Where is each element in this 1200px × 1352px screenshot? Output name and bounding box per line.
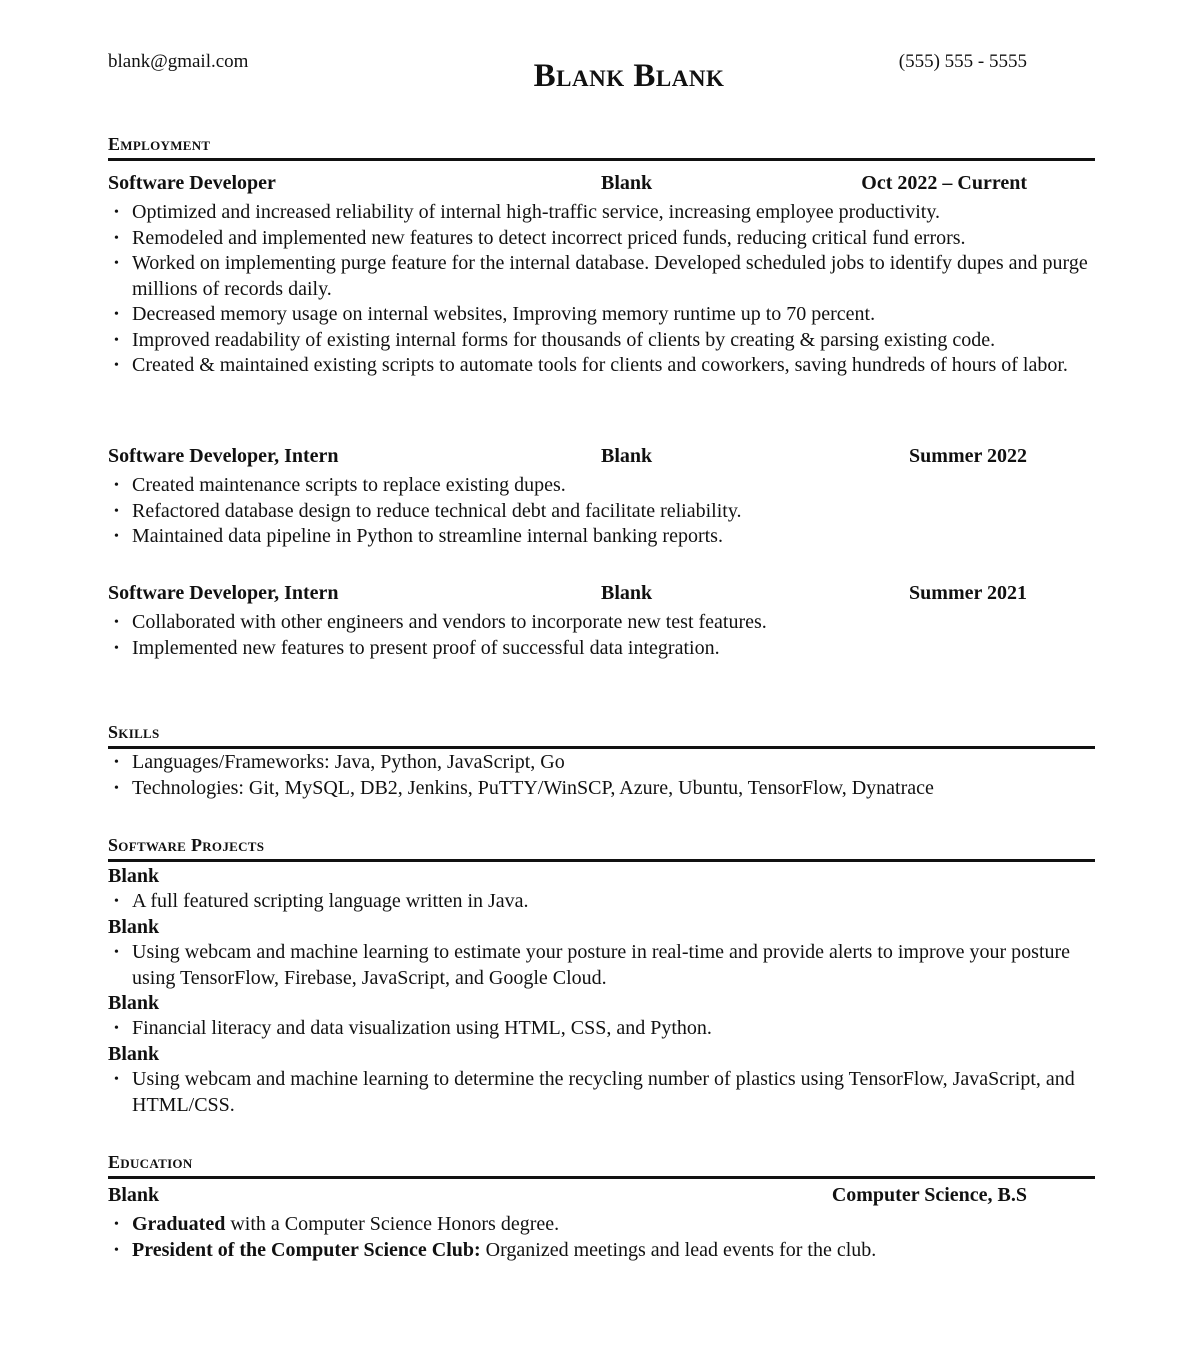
job-header bbox=[108, 170, 1027, 196]
project-item: • Financial literacy and data visualization using HTML, CSS, and Python. bbox=[112, 1016, 1090, 1042]
skills-heading: Skills bbox=[108, 722, 1095, 749]
job-date: Summer 2021 bbox=[909, 582, 1027, 604]
bullet-item: • Worked on implementing purge feature for the internal database. Developed scheduled jobs to identify dupes and purge millions of records daily. bbox=[112, 251, 1090, 302]
project-name: Blank bbox=[108, 992, 160, 1014]
projects-heading: Software Projects bbox=[108, 835, 1095, 862]
school-name: Blank bbox=[108, 1184, 160, 1206]
project-name: Blank bbox=[108, 1043, 160, 1065]
project-name: Blank bbox=[108, 865, 160, 887]
job-company: Blank bbox=[601, 172, 653, 194]
degree: Computer Science, B.S bbox=[831, 1184, 1027, 1206]
project-bullets bbox=[112, 889, 1090, 915]
bullet-item: • Maintained data pipeline in Python to streamline internal banking reports. bbox=[112, 524, 1090, 550]
project-bullets bbox=[112, 1016, 1090, 1042]
project-item: • Using webcam and machine learning to determine the recycling number of plastics using TensorFlow, JavaScript, and HTML/CSS. bbox=[112, 1067, 1090, 1118]
bullet-item: • Created maintenance scripts to replace existing dupes. bbox=[112, 473, 1090, 499]
job-company: Blank bbox=[601, 445, 653, 467]
bullet-item: • Remodeled and implemented new features to detect incorrect priced funds, reducing critical fund errors. bbox=[112, 226, 1090, 252]
bullet-item: • Created & maintained existing scripts to automate tools for clients and coworkers, saving hundreds of hours of labor. bbox=[112, 353, 1090, 379]
skills-list bbox=[112, 750, 1090, 801]
job-bullets bbox=[112, 610, 1090, 661]
education-header bbox=[108, 1182, 1027, 1208]
job-title: Software Developer bbox=[108, 172, 276, 194]
project-bullets bbox=[112, 1067, 1090, 1118]
job-title: Software Developer, Intern bbox=[108, 582, 339, 604]
employment-heading: Employment bbox=[108, 134, 1095, 161]
job-company: Blank bbox=[601, 582, 653, 604]
project-item: • Using webcam and machine learning to estimate your posture in real-time and provide alerts to improve your posture using TensorFlow, Firebase, JavaScript, and Google Cloud. bbox=[112, 940, 1090, 991]
bullet-item: • Collaborated with other engineers and vendors to incorporate new test features. bbox=[112, 610, 1090, 636]
bullet-item: • Decreased memory usage on internal websites, Improving memory runtime up to 70 percent. bbox=[112, 302, 1090, 328]
contact-phone: (555) 555 - 5555 bbox=[898, 51, 1027, 72]
job-header bbox=[108, 580, 1027, 606]
bullet-item: • Refactored database design to reduce technical debt and facilitate reliability. bbox=[112, 499, 1090, 525]
education-item-text: with a Computer Science Honors degree. bbox=[225, 1213, 560, 1235]
job-bullets bbox=[112, 473, 1090, 550]
education-bullets bbox=[112, 1212, 1090, 1263]
skill-item: • Languages/Frameworks: Java, Python, JavaScript, Go bbox=[112, 750, 1090, 776]
skill-item: • Technologies: Git, MySQL, DB2, Jenkins, PuTTY/WinSCP, Azure, Ubuntu, TensorFlow, Dynatrace bbox=[112, 776, 1090, 802]
education-heading: Education bbox=[108, 1152, 1095, 1179]
project-item: • A full featured scripting language written in Java. bbox=[112, 889, 1090, 915]
candidate-name: Blank Blank bbox=[533, 58, 725, 94]
education-item-lead: President of the Computer Science Club: bbox=[132, 1238, 481, 1261]
contact-email: blank@gmail.com bbox=[108, 51, 249, 72]
job-header bbox=[108, 443, 1027, 469]
bullet-item: • Optimized and increased reliability of internal high-traffic service, increasing employee productivity. bbox=[112, 200, 1090, 226]
education-item bbox=[112, 1212, 1090, 1238]
project-bullets bbox=[112, 940, 1090, 991]
job-bullets bbox=[112, 200, 1090, 379]
bullet-item: • Improved readability of existing internal forms for thousands of clients by creating & parsing existing code. bbox=[112, 328, 1090, 354]
job-title: Software Developer, Intern bbox=[108, 445, 339, 467]
education-item-lead: Graduated bbox=[132, 1213, 226, 1235]
education-item bbox=[112, 1238, 1090, 1264]
education-item-text: Organized meetings and lead events for the club. bbox=[480, 1238, 877, 1261]
job-date: Oct 2022 – Current bbox=[861, 172, 1027, 194]
job-date: Summer 2022 bbox=[909, 445, 1027, 467]
bullet-item: • Implemented new features to present proof of successful data integration. bbox=[112, 636, 1090, 662]
project-name: Blank bbox=[108, 916, 160, 938]
